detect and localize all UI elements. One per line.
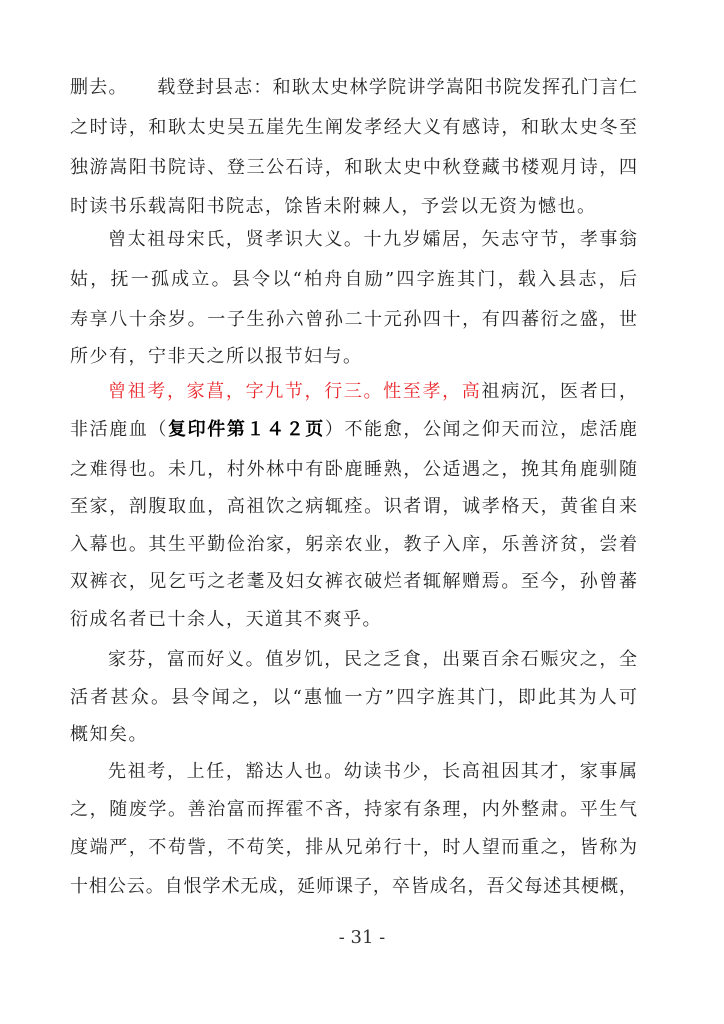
text-line bbox=[108, 227, 637, 253]
text-line bbox=[70, 835, 637, 861]
text-line bbox=[70, 155, 637, 181]
text-segment: 独游嵩阳书院诗、登三公石诗，和耿太史中秋登藏书楼观月诗，四 bbox=[70, 157, 637, 178]
text-segment: 至家，剖腹取血，高祖饮之病辄痊。识者谓，诚孝格天，黄雀自来 bbox=[70, 496, 637, 517]
text-line bbox=[70, 307, 637, 333]
text-segment: 之，随废学。善治富而挥霍不吝，持家有条理，内外整肃。平生气 bbox=[70, 799, 637, 820]
text-line bbox=[70, 267, 637, 293]
text-segment: 之难得也。未几，村外林中有卧鹿睡熟，公适遇之，挽其角鹿驯随 bbox=[70, 459, 637, 480]
text-line bbox=[70, 75, 637, 101]
text-segment: 曾太祖母宋氏，贤孝识大义。十九岁孀居，矢志守节，孝事翁 bbox=[108, 229, 637, 250]
text-line bbox=[70, 494, 637, 520]
text-line bbox=[70, 457, 637, 483]
text-segment: 删去。 载登封县志：和耿太史林学院讲学嵩阳书院发挥孔门言仁 bbox=[70, 77, 637, 98]
text-line bbox=[108, 379, 637, 405]
text-line bbox=[70, 532, 637, 558]
text-segment: 之时诗，和耿太史吴五崖先生阐发孝经大义有感诗，和耿太史冬至 bbox=[70, 117, 637, 138]
text-line bbox=[70, 607, 637, 633]
text-line bbox=[108, 647, 637, 673]
text-segment: ）不能愈，公闻之仰天而泣，虑活鹿 bbox=[324, 419, 638, 440]
text-line bbox=[70, 874, 637, 900]
text-segment: 活者甚众。县令闻之，以“惠恤一方”四字旌其门，即此其为人可 bbox=[70, 687, 637, 708]
text-segment: 祖病沉，医者曰， bbox=[481, 381, 637, 402]
text-line bbox=[70, 797, 637, 823]
text-segment: 十相公云。自恨学术无成，延师课子，卒皆成名，吾父每述其梗概， bbox=[70, 876, 637, 897]
text-line bbox=[108, 759, 637, 785]
text-line bbox=[70, 194, 637, 220]
text-segment: 非活鹿血（ bbox=[70, 419, 169, 440]
text-segment: 寿享八十余岁。一子生孙六曾孙二十元孙四十，有四蕃衍之盛，世 bbox=[70, 309, 637, 330]
text-segment: 时读书乐载嵩阳书院志，馀皆未附棘人，予尝以无资为憾也。 bbox=[70, 196, 597, 217]
text-line bbox=[70, 115, 637, 141]
page-number: - 31 - bbox=[338, 927, 386, 948]
text-segment: 双裤衣，见乞丐之老耄及妇女裤衣破烂者辄解赠焉。至今，孙曾蕃 bbox=[70, 571, 637, 592]
bold-annotation: 复印件第１４２页 bbox=[168, 419, 325, 440]
text-line bbox=[70, 722, 637, 748]
text-segment: 先祖考，上任，豁达人也。幼读书少，长高祖因其才，家事属 bbox=[108, 761, 637, 782]
text-line bbox=[70, 685, 637, 711]
text-segment: 姑，抚一孤成立。县令以“柏舟自励”四字旌其门，载入县志，后 bbox=[70, 269, 637, 290]
text-segment: 度端严，不苟訾，不苟笑，排从兄弟行十，时人望而重之，皆称为 bbox=[70, 837, 637, 858]
text-segment: 家芬，富而好义。值岁饥，民之乏食，出粟百余石赈灾之，全 bbox=[108, 649, 637, 670]
text-line bbox=[70, 344, 637, 370]
text-line bbox=[70, 417, 637, 443]
text-segment: 概知矣。 bbox=[70, 724, 148, 745]
highlighted-text: 曾祖考，家菖，字九节，行三。性至孝，高 bbox=[108, 381, 482, 402]
text-segment: 衍成名者已十余人，天道其不爽乎。 bbox=[70, 609, 382, 630]
text-segment: 所少有，宁非天之所以报节妇与。 bbox=[70, 346, 363, 367]
text-line bbox=[70, 569, 637, 595]
text-segment: 入幕也。其生平勤俭治家，躬亲农业，教子入庠，乐善济贫，尝着 bbox=[70, 534, 637, 555]
